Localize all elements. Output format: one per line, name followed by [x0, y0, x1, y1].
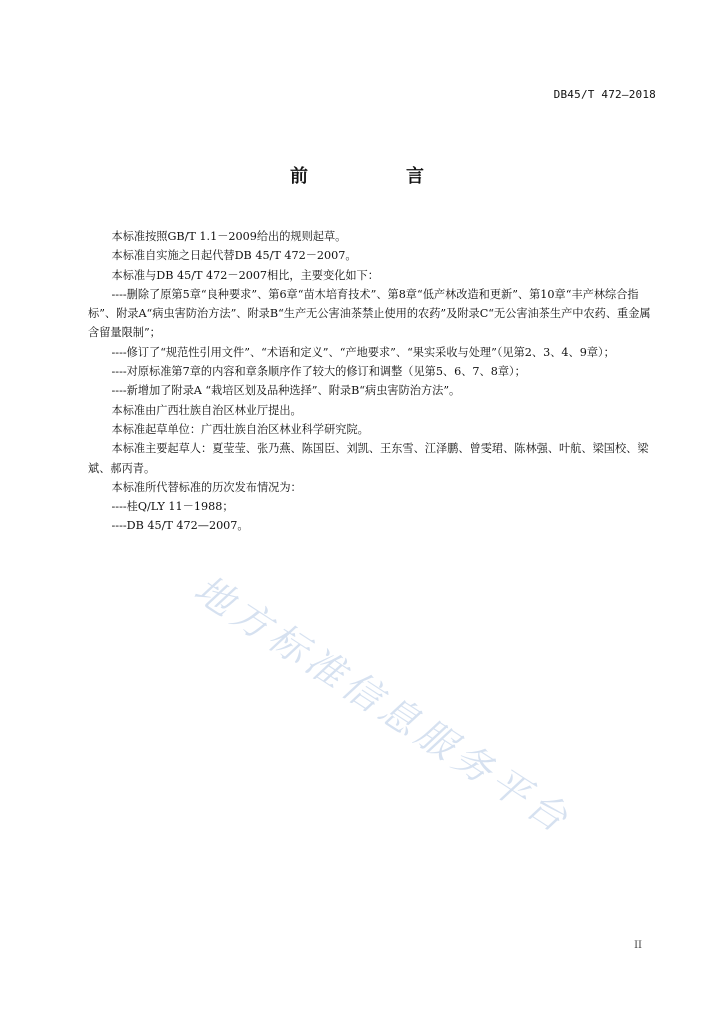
change-item-restructured: ----对原标准第7章的内容和章条顺序作了较大的修订和调整（见第5、6、7、8章）；	[111, 365, 526, 379]
change-item-revised: ----修订了“规范性引用文件”、“术语和定义”、“产地要求”、“果实采收与处理”（见第2、3、4、9章）；	[111, 345, 615, 359]
document-id: DB45/T 472—2018	[553, 88, 656, 101]
change-item-deleted: ----删除了原第5章“良种要求”、第6章“苗木培育技术”、第8章“低产林改造和更新”、第10章“丰产林综合指标”、附录A“病虫害防治方法”、附录B“生产无公害油茶禁止使用的农药”及附录C“无公害油茶生产中农药、重金属含留量限制”；	[88, 287, 651, 340]
paragraph-drafting-rules: 本标准按照GB/T 1.1－2009给出的规则起草。	[111, 230, 347, 243]
paragraph-drafters: 本标准主要起草人：夏莹莹、张乃燕、陈国臣、刘凯、王东雪、江泽鹏、曾雯珺、陈林强、叶航、梁国校、梁斌、郝丙青。	[88, 442, 649, 475]
history-item-2007: ----DB 45/T 472—2007。	[111, 519, 249, 533]
paragraph-changes-intro: 本标准与DB 45/T 472－2007相比，主要变化如下：	[111, 268, 379, 282]
paragraph-history-intro: 本标准所代替标准的历次发布情况为：	[111, 480, 302, 494]
page-number: II	[634, 940, 642, 951]
paragraph-drafting-unit: 本标准起草单位：广西壮族自治区林业科学研究院。	[111, 422, 369, 436]
history-item-1988: ----桂Q/LY 11－1988；	[111, 500, 234, 514]
page-title: 前 言	[290, 166, 464, 187]
paragraph-proposed-by: 本标准由广西壮族自治区林业厅提出。	[111, 403, 302, 417]
watermark: 地方标准信息服务平台	[186, 566, 580, 844]
foreword-body	[88, 227, 658, 536]
change-item-added: ----新增加了附录A “栽培区划及品种选择”、附录B“病虫害防治方法”。	[111, 384, 461, 398]
paragraph-replaces: 本标准自实施之日起代替DB 45/T 472－2007。	[111, 249, 357, 263]
